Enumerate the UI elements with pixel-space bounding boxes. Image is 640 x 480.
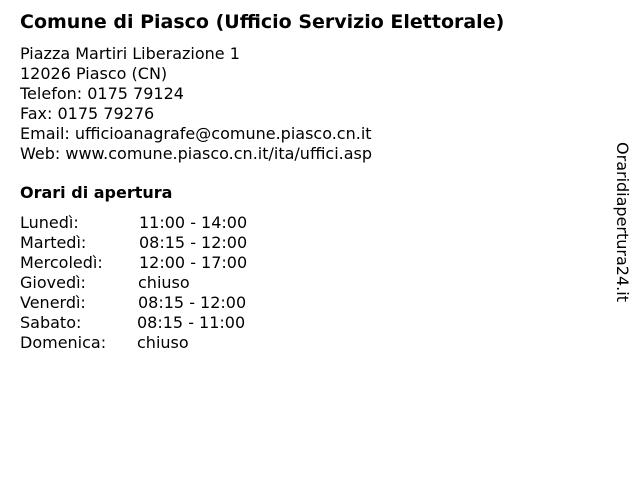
- day-label: Sabato:: [20, 313, 82, 332]
- time-value: 12:00 - 17:00: [139, 253, 248, 272]
- page-title: Comune di Piasco (Ufficio Servizio Elettorale): [20, 11, 505, 33]
- contact-block: [20, 44, 372, 164]
- opening-hours-heading: Orari di apertura: [20, 183, 173, 202]
- time-value: 08:15 - 11:00: [137, 313, 246, 332]
- day-label: Venerdì:: [20, 293, 86, 312]
- time-value: chiuso: [137, 333, 189, 352]
- time-value: 08:15 - 12:00: [138, 293, 247, 312]
- time-value: 11:00 - 14:00: [139, 213, 248, 232]
- time-value: chiuso: [138, 273, 190, 292]
- day-label: Martedì:: [20, 233, 87, 252]
- day-label: Lunedì:: [20, 213, 79, 232]
- day-label: Giovedì:: [20, 273, 86, 292]
- address-city: 12026 Piasco (CN): [20, 64, 168, 83]
- website-url: Web: www.comune.piasco.cn.it/ita/uffici.asp: [20, 144, 373, 163]
- email-address: Email: ufficioanagrafe@comune.piasco.cn.it: [20, 124, 372, 143]
- day-label: Mercoledì:: [20, 253, 103, 272]
- site-watermark: Oraridiapertura24.it: [613, 142, 632, 302]
- fax-number: Fax: 0175 79276: [20, 104, 155, 123]
- day-label: Domenica:: [20, 333, 107, 352]
- address-street: Piazza Martiri Liberazione 1: [20, 44, 240, 63]
- phone-number: Telefon: 0175 79124: [20, 84, 184, 103]
- time-value: 08:15 - 12:00: [139, 233, 248, 252]
